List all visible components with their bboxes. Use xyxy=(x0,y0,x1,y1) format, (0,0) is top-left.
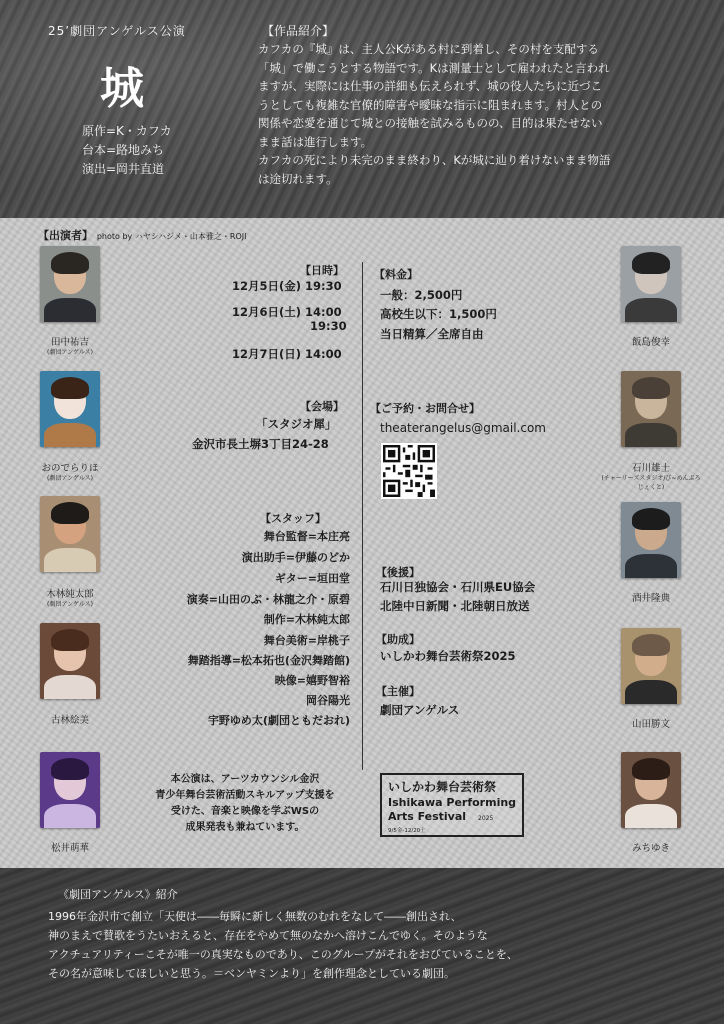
credit-script: 台本=路地みち xyxy=(82,143,165,157)
note-line: 成果発表も兼ねています。 xyxy=(185,822,305,833)
cast-photo xyxy=(40,496,100,572)
cast-affiliation: (劇団アンゲルス) xyxy=(46,601,94,608)
intro-line: は途切れます。 xyxy=(258,171,338,186)
staff-line: 岡谷陽光 xyxy=(306,694,350,707)
intro-heading: 【作品紹介】 xyxy=(262,24,335,38)
intro-line: まま話は進行します。 xyxy=(258,134,373,149)
grant-heading: 【助成】 xyxy=(376,633,420,646)
cast-photo xyxy=(621,371,681,447)
support-line: 北陸中日新聞・北陸朝日放送 xyxy=(380,599,530,613)
festival-year: 2025 xyxy=(478,815,494,822)
cast-heading xyxy=(38,227,247,243)
photo-credit: photo by ハヤシハジメ・山本雅之・ROJI xyxy=(96,232,247,241)
schedule-date-1: 12月5日(金) 19:30 xyxy=(232,279,342,293)
cast-name: 木林純太郎 xyxy=(46,589,94,600)
cast-heading-label: 【出演者】 xyxy=(38,229,93,242)
cast-name: おのでらりほ xyxy=(41,463,99,474)
note-line: 受けた、音楽と映像を学ぶWSの xyxy=(170,806,320,817)
cast-affiliation: (劇団アンゲルス) xyxy=(46,475,94,482)
grant-line: いしかわ舞台芸術祭2025 xyxy=(380,649,516,663)
cast-name: 石川雄士 xyxy=(631,463,670,474)
intro-line: 「城」で働こうとする物語です。Kは測量士として雇われたと言われ xyxy=(258,60,610,75)
cast-photo xyxy=(40,623,100,699)
note-line: 青少年舞台芸術活動スキルアップ支援を xyxy=(155,790,335,801)
cast-photo xyxy=(621,628,681,704)
troupe-body xyxy=(48,907,688,983)
intro-line: ますが、実際には仕事の詳細も伝えられず、城の役人たちに近づこ xyxy=(258,79,603,93)
intro-body xyxy=(258,40,704,188)
venue-name: 「スタジオ犀」 xyxy=(256,417,337,431)
price-note: 当日精算／全席自由 xyxy=(380,327,484,341)
credits xyxy=(82,122,172,179)
staff-line: 舞台監督=本庄亮 xyxy=(263,530,350,543)
cast-name: 酒井隆典 xyxy=(631,593,670,604)
festival-dates: 9/5金-12/20土 xyxy=(388,828,426,834)
cast-name: 山田勝文 xyxy=(631,719,670,730)
support-heading: 【後援】 xyxy=(376,566,420,579)
cast-name: みちゆき xyxy=(631,843,670,854)
cast-photo xyxy=(621,752,681,828)
schedule-date-2b: 19:30 xyxy=(310,319,347,333)
staff-line: ギター=垣田堂 xyxy=(274,572,350,585)
festival-logo xyxy=(380,773,524,837)
staff-line: 舞踏指導=松本拓也(金沢舞踏館) xyxy=(187,654,350,667)
organizer-heading: 【主催】 xyxy=(376,685,420,698)
price-student: 高校生以下：1,500円 xyxy=(380,307,497,321)
staff-line: 映像=嬉野智裕 xyxy=(274,674,350,687)
schedule-date-3: 12月7日(日) 14:00 xyxy=(232,347,342,361)
note-line: 本公演は、アーツカウンシル金沢 xyxy=(170,774,320,785)
performance-label: 25’劇団アンゲルス公演 xyxy=(48,24,186,38)
festival-name-en-2: Arts Festival xyxy=(388,810,467,823)
staff-line: 制作=木林純太郎 xyxy=(263,613,350,626)
troupe-line: 神のまえで賛歌をうたいおえると、存在をやめて無のなかへ溶けこんでゆく。そのような xyxy=(48,929,488,942)
credit-original: 原作=K・カフカ xyxy=(82,124,172,138)
header-band xyxy=(0,0,724,218)
qr-code[interactable] xyxy=(381,443,437,499)
contact-email[interactable]: theaterangelus@gmail.com xyxy=(380,421,546,435)
cast-photo xyxy=(621,246,681,322)
troupe-band xyxy=(0,868,724,1024)
contact-heading: 【ご予約・お問合せ】 xyxy=(370,402,480,415)
troupe-line: 1996年金沢市で創立「天使は――毎瞬に新しく無数のむれをなして――創出され、 xyxy=(48,910,462,923)
price-heading: 【料金】 xyxy=(374,268,418,281)
troupe-line: アクチュアリティーこそが唯一の真実なものであり、このグループがそれをおびていることを、 xyxy=(48,948,518,961)
cast-photo xyxy=(40,752,100,828)
organizer-line: 劇団アンゲルス xyxy=(380,703,460,717)
intro-line: うとしても複雑な官僚的障害や曖昧な指示に阻まれます。村人との xyxy=(258,97,603,112)
intro-line: 関係や恋愛を通じて城との接触を試みるものの、目的は果たせない xyxy=(258,116,603,130)
play-title: 城 xyxy=(100,63,146,114)
cast-name: 松井萌華 xyxy=(50,843,89,854)
troupe-heading: 《劇団アンゲルス》紹介 xyxy=(58,888,178,901)
venue-address: 金沢市長土塀3丁目24-28 xyxy=(192,437,329,451)
staff-line: 宇野ゆめ太(劇団ともだおれ) xyxy=(207,714,350,727)
festival-name-jp: いしかわ舞台芸術祭 xyxy=(388,780,497,794)
schedule-date-2: 12月6日(土) 14:00 xyxy=(232,305,342,319)
cast-affiliation: (劇団アンゲルス) xyxy=(46,349,94,356)
qr-code-graphic xyxy=(383,445,435,497)
cast-photo xyxy=(40,246,100,322)
credit-director: 演出=岡井直道 xyxy=(82,162,165,176)
staff-line: 演出助手=伊藤のどか xyxy=(241,551,350,564)
intro-line: カフカの『城』は、主人公Kがある村に到着し、その村を支配する xyxy=(258,42,599,56)
staff-line: 舞台美術=岸桃子 xyxy=(263,634,350,647)
program-note xyxy=(130,772,360,836)
support-line: 石川日独協会・石川県EU協会 xyxy=(380,580,536,594)
cast-affiliation: (チャーリーズスタジオ/び~めんぷろじぇくと) xyxy=(601,475,701,491)
cast-name: 古林絵美 xyxy=(50,715,89,726)
price-general: 一般：2,500円 xyxy=(380,288,463,302)
column-divider xyxy=(362,262,363,770)
staff-line: 演奏=山田のぶ・林龍之介・原碧 xyxy=(186,593,350,606)
cast-name: 田中祐吉 xyxy=(50,337,89,348)
troupe-line: その名が意味してほしいと思う。＝ベンヤミンより」を創作理念としている劇団。 xyxy=(48,967,455,980)
venue-heading: 【会場】 xyxy=(300,400,344,413)
cast-photo xyxy=(621,502,681,578)
intro-line: カフカの死により未完のまま終わり、Kが城に辿り着けないまま物語 xyxy=(258,153,611,167)
festival-name-en-1: Ishikawa Performing xyxy=(388,796,517,809)
cast-name: 飯島俊幸 xyxy=(631,337,670,348)
cast-photo xyxy=(40,371,100,447)
staff-heading: 【スタッフ】 xyxy=(260,512,326,525)
schedule-heading: 【日時】 xyxy=(300,264,344,277)
